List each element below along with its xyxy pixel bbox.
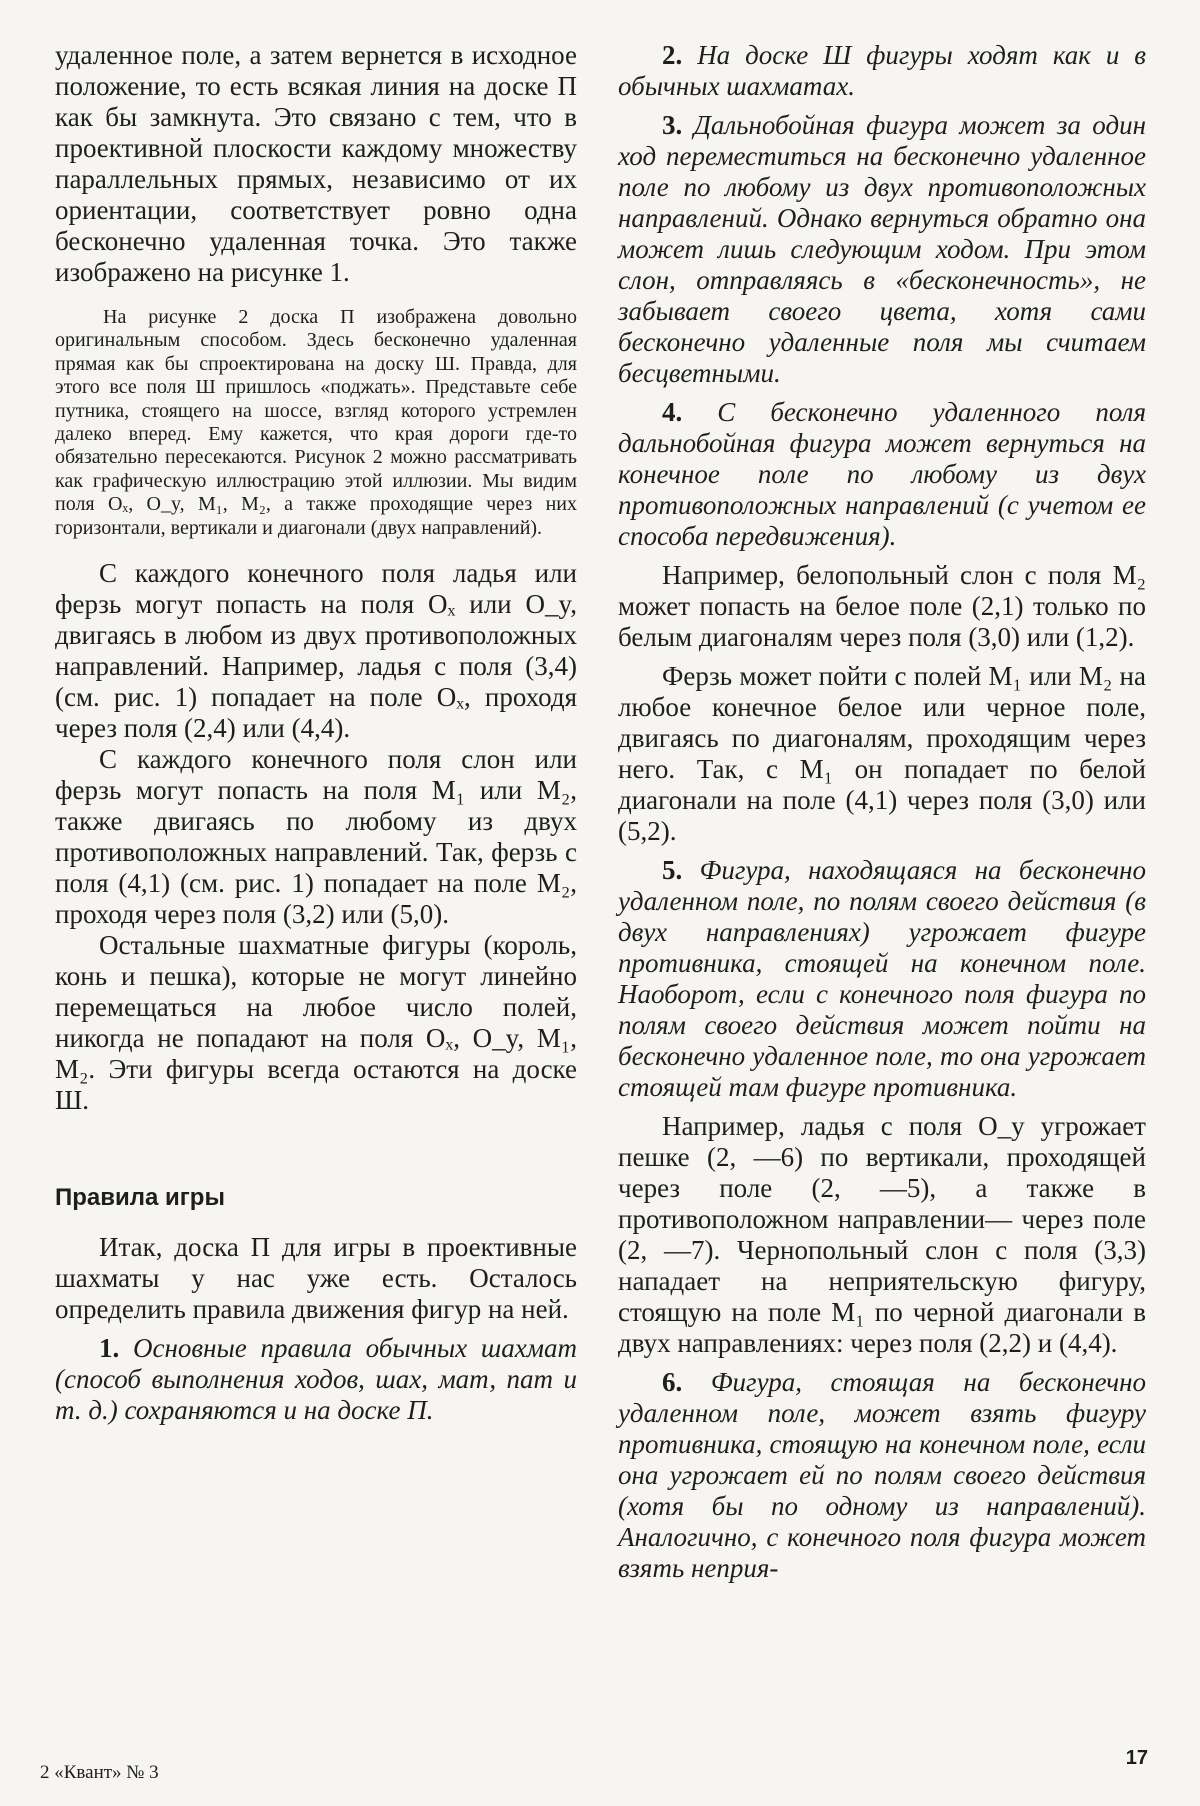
paragraph: С каждого конечного поля слон или ферзь могут попасть на поля M₁ или M₂, также двигаясь по любому из двух противоположных направлений. Так, ферзь с поля (4,1) (см. рис. 1) попадает на поле M₂, проходя через поля (3,2) или (5,0).	[55, 744, 577, 930]
paragraph: Остальные шахматные фигуры (король, конь и пешка), которые не могут линейно перемещаться на любое число полей, никогда не попадают на поля Oₓ, O_y, M₁, M₂. Эти фигуры всегда остаются на доске Ш.	[55, 930, 577, 1116]
rule-number: 5.	[662, 855, 683, 885]
rule-number: 1.	[99, 1333, 120, 1364]
paragraph: С каждого конечного поля ладья или ферзь могут попасть на поля Oₓ или O_y, двигаясь в любом из двух противоположных направлений. Например, ладья с поля (3,4) (см. рис. 1) попадает на поле Oₓ, проходя через поля (2,4) или (4,4).	[55, 558, 577, 744]
paragraph: удаленное поле, а затем вернется в исходное положение, то есть всякая линия на доске П как бы замкнута. Это связано с тем, что в проективной плоскости каждому множеству параллельных прямых, независимо от их ориентации, соответствует ровно одна бесконечно удаленная точка. Это также изображено на рисунке 1.	[55, 40, 577, 287]
rule-text: Фигура, стоящая на бесконечно удаленном поле, может взять фигуру противника, стоящую на конечном поле, если она угрожает ей по полям своего действия (хотя бы по одному из направлений). Аналогично, с конечного поля фигура может взять неприя-	[618, 1367, 1146, 1583]
rule-text: На доске Ш фигуры ходят как и в обычных шахматах.	[618, 40, 1146, 101]
paragraph: Например, белопольный слон с поля M₂ может попасть на белое поле (2,1) только по белым диагоналям через поля (3,0) или (1,2).	[618, 560, 1146, 652]
rule-5	[618, 855, 1146, 1103]
page-number: 17	[1125, 1747, 1148, 1769]
rule-text: Основные правила обычных шахмат (способ выполнения ходов, шах, мат, пат и т. д.) сохраняются и на доске П.	[55, 1333, 578, 1426]
rule-2	[618, 40, 1146, 102]
rule-4	[618, 397, 1146, 552]
rule-text: С бесконечно удаленного поля дальнобойная фигура может вернуться на конечное поле по любому из двух противоположных направлений (с учетом ее способа передвижения).	[618, 397, 1146, 551]
left-column	[55, 40, 577, 1426]
section-heading: Правила игры	[55, 1184, 225, 1212]
paragraph: Ферзь может пойти с полей M₁ или M₂ на любое конечное белое или черное поле, двигаясь по диагоналям, проходящим через него. Так, с M₁ он попадает по белой диагонали на поле (4,1) через поля (3,0) или (5,2).	[618, 661, 1146, 846]
rule-number: 6.	[662, 1367, 683, 1397]
rule-number: 2.	[662, 40, 683, 70]
rule-number: 3.	[662, 110, 683, 140]
rule-text: Фигура, находящаяся на бесконечно удаленном поле, по полям своего действия (в двух направлениях) угрожает фигуре противника, стоящей на конечном поле. Наоборот, если с конечного поля фигура по полям своего действия может пойти на бесконечно удаленное поле, то она угрожает стоящей там фигуре противника.	[618, 855, 1146, 1102]
rule-3	[618, 110, 1146, 389]
rule-number: 4.	[662, 397, 683, 427]
right-column	[618, 40, 1146, 1584]
rule-1	[55, 1333, 577, 1426]
journal-footer: 2 «Квант» № 3	[40, 1762, 159, 1783]
rule-text: Дальнобойная фигура может за один ход переместиться на бесконечно удаленное поле по любому из двух противоположных направлений. Однако вернуться обратно она может лишь следующим ходом. При этом слон, отправляясь в «бесконечность», не забывает своего цвета, хотя сами бесконечно удаленные поля мы считаем бесцветными.	[618, 110, 1147, 388]
paragraph: Итак, доска П для игры в проективные шахматы у нас уже есть. Осталось определить правила движения фигур на ней.	[55, 1232, 577, 1325]
rule-6	[618, 1367, 1146, 1584]
paragraph: Например, ладья с поля O_y угрожает пешке (2, —6) по вертикали, проходящей через поле (2, —5), а также в противоположном направлении— через поле (2, —7). Чернопольный слон с поля (3,3) нападает на неприятельскую фигуру, стоящую на поле M₁ по черной диагонали в двух направлениях: через поля (2,2) и (4,4).	[618, 1111, 1146, 1358]
figure-caption-paragraph: На рисунке 2 доска П изображена довольно оригинальным способом. Здесь бесконечно удаленная прямая как бы спроектирована на доску Ш. Правда, для этого все поля Ш пришлось «поджать». Представьте себе путника, стоящего на шоссе, взгляд которого устремлен далеко вперед. Ему кажется, что края дороги где-то обязательно пересекаются. Рисунок 2 можно рассматривать как графическую иллюстрацию этой иллюзии. Мы видим поля Oₓ, O_y, M₁, M₂, а также проходящие через них горизонтали, вертикали и диагонали (двух направлений).	[55, 306, 577, 539]
